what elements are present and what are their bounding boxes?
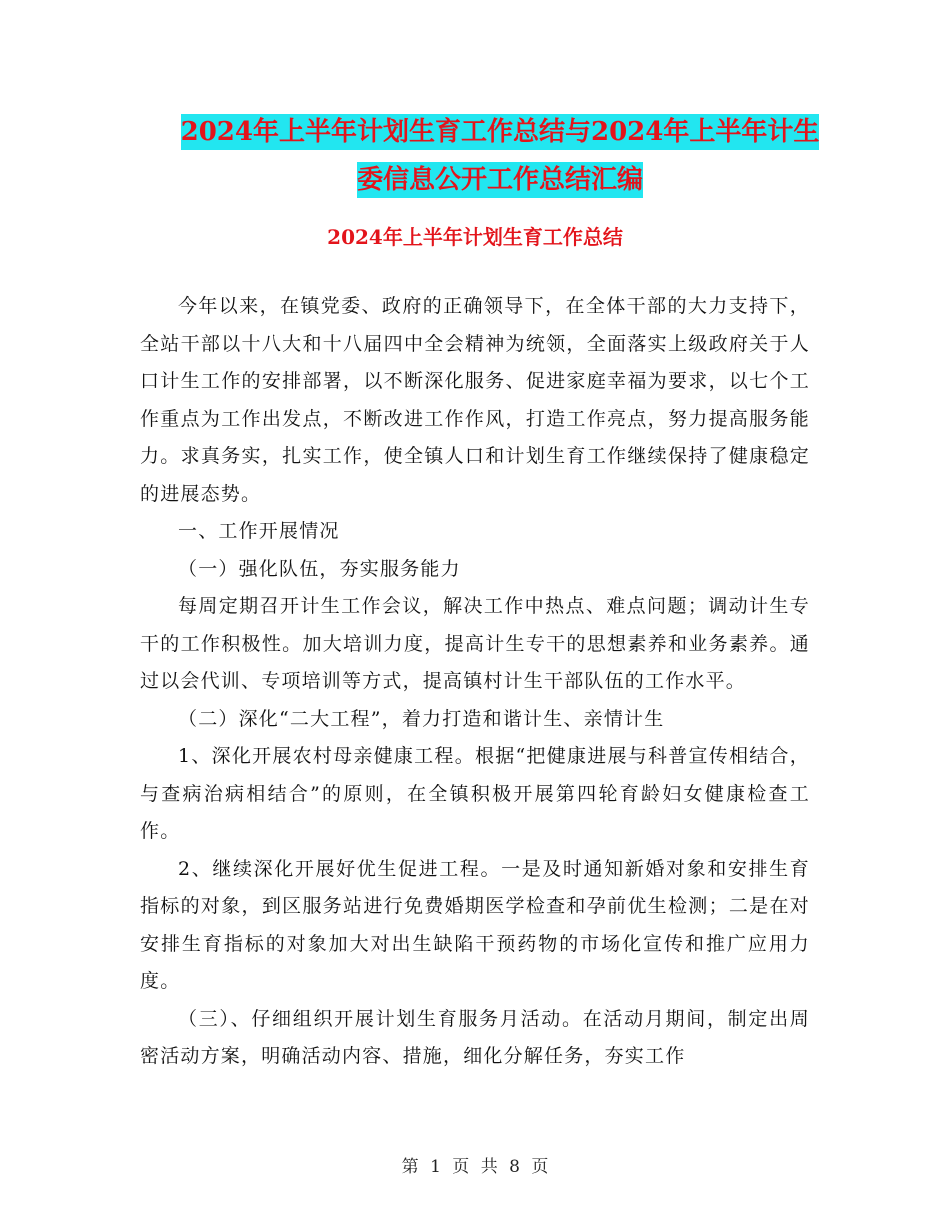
paragraph-service-month: （三）、仔细组织开展计划生育服务月活动。在活动月期间，制定出周密活动方案，明确活动内容、措施，细化分解任务，夯实工作 — [140, 1007, 810, 1067]
document-title-line-1: 2024年上半年计划生育工作总结与2024年上半年计生 — [181, 114, 820, 150]
section-title: 2024年上半年计划生育工作总结 — [327, 225, 623, 249]
paragraph-eugenics: 2、继续深化开展好优生促进工程。一是及时通知新婚对象和安排生育指标的对象，到区服务站进行免费婚期医学检查和孕前优生检测；二是在对安排生育指标的对象加大对出生缺陷干预药物的市场化宣传和推广应用力度。 — [140, 857, 810, 992]
document-title-line-2: 委信息公开工作总结汇编 — [357, 162, 643, 198]
heading-work-overview: 一、工作开展情况 — [178, 520, 340, 542]
subheading-team: （一）强化队伍，夯实服务能力 — [178, 557, 461, 580]
paragraph-mother-health: 1、深化开展农村母亲健康工程。根据“把健康进展与科普宣传相结合，与查病治病相结合”的原则，在全镇积极开展第四轮育龄妇女健康检查工作。 — [140, 745, 810, 842]
document-body — [140, 288, 810, 1076]
paragraph-team: 每周定期召开计生工作会议，解决工作中热点、难点问题；调动计生专干的工作积极性。加大培训力度，提高计生专干的思想素养和业务素养。通过以会代训、专项培训等方式，提高镇村计生干部队伍的工作水平。 — [140, 595, 810, 692]
page-footer: 第 1 页 共 8 页 — [401, 1157, 549, 1177]
paragraph-intro: 今年以来，在镇党委、政府的正确领导下，在全体干部的大力支持下，全站干部以十八大和十八届四中全会精神为统领，全面落实上级政府关于人口计生工作的安排部署，以不断深化服务、促进家庭幸福为要求，以七个工作重点为工作出发点，不断改进工作作风，打造工作亮点，努力提高服务能力。求真务实，扎实工作，使全镇人口和计划生育工作继续保持了健康稳定的进展态势。 — [140, 295, 810, 505]
subheading-two-projects: （二）深化“二大工程”，着力打造和谐计生、亲情计生 — [178, 707, 665, 730]
document-title — [140, 108, 860, 204]
